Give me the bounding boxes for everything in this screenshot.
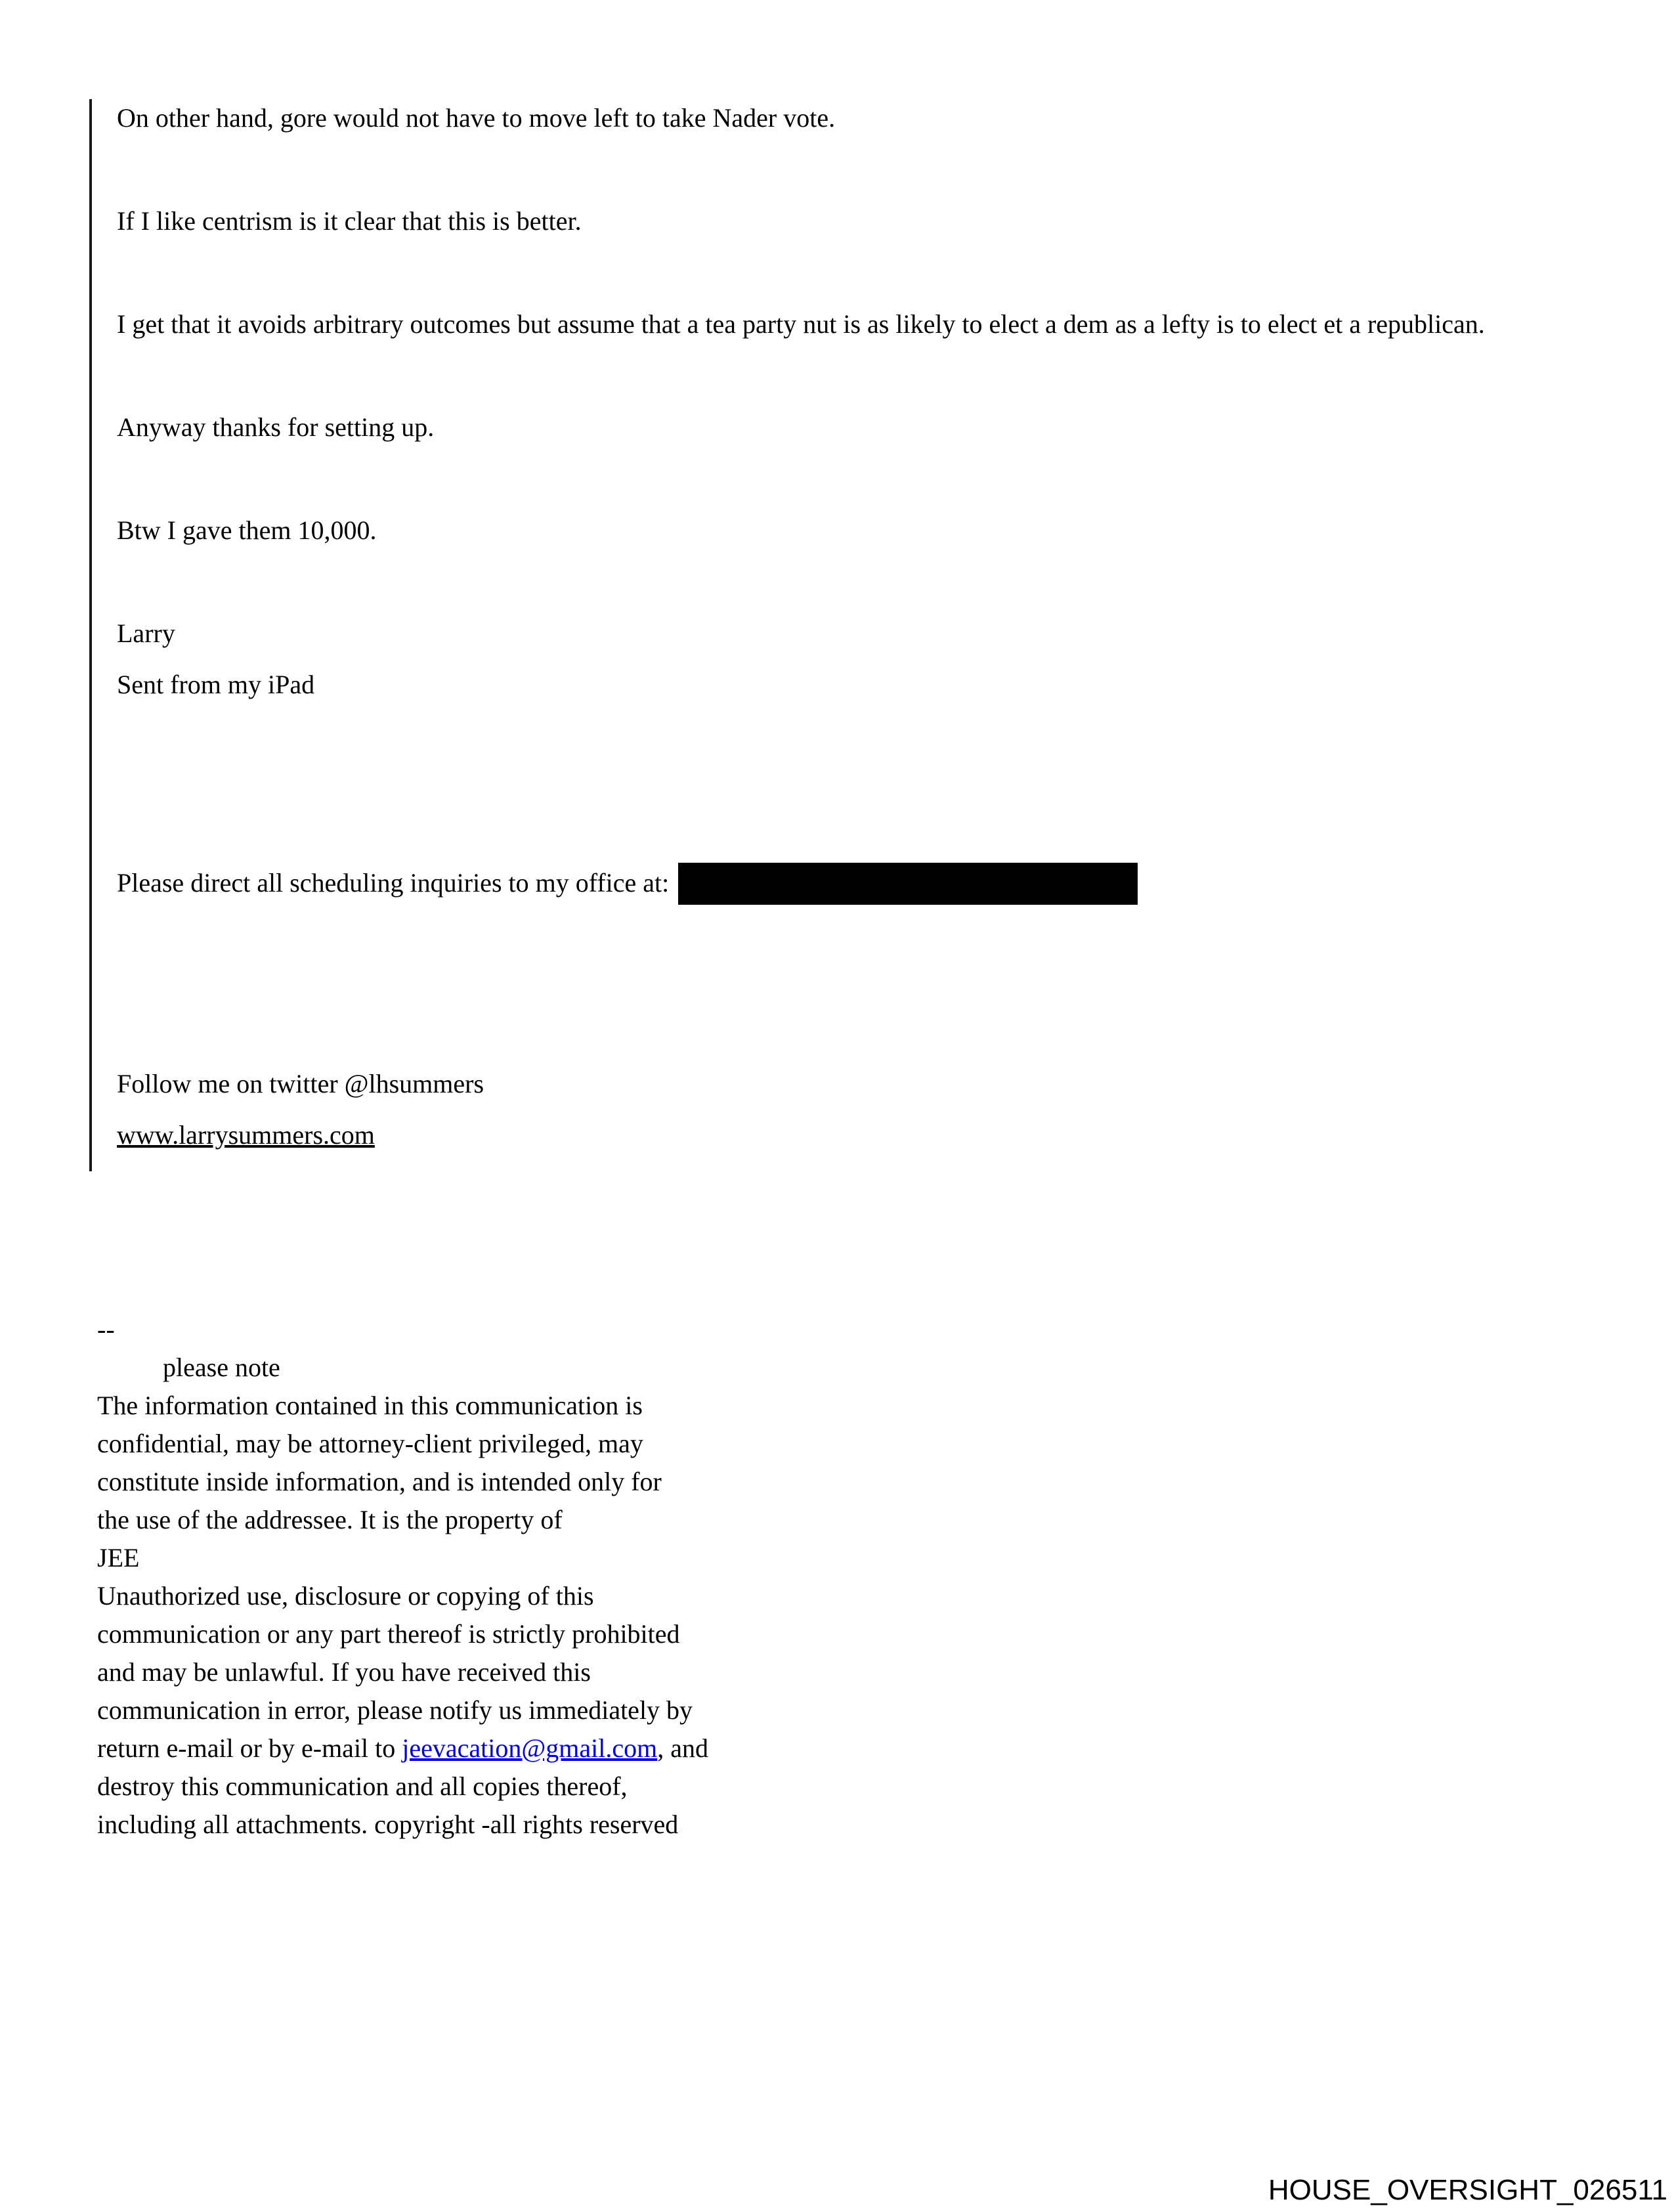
- email-paragraph: I get that it avoids arbitrary outcomes but assume that a tea party nut is as likely to elect a dem as a lefty is to elect et a republican.: [117, 309, 1485, 339]
- signature-separator: --: [97, 1314, 115, 1344]
- disclaimer-line: The information contained in this communication is: [97, 1391, 643, 1420]
- email-line-post: , and: [657, 1733, 708, 1763]
- website-link[interactable]: www.larrysummers.com: [117, 1119, 375, 1150]
- disclaimer-line: confidential, may be attorney-client privileged, may: [97, 1429, 643, 1458]
- disclaimer-email-line: [97, 1729, 1016, 1767]
- scheduling-text: Please direct all scheduling inquiries to my office at:: [117, 868, 670, 898]
- email-paragraph: If I like centrism is it clear that this is better.: [117, 206, 582, 236]
- disclaimer-line: the use of the addressee. It is the property of: [97, 1505, 563, 1534]
- email-paragraph: On other hand, gore would not have to move left to take Nader vote.: [117, 103, 836, 133]
- disclaimer-line: communication in error, please notify us immediately by: [97, 1695, 693, 1725]
- email-line-pre: return e-mail or by e-mail to: [97, 1733, 402, 1763]
- disclaimer-line: communication or any part thereof is strictly prohibited: [97, 1619, 680, 1649]
- signature-name: Larry: [117, 618, 175, 648]
- disclaimer-line: JEE: [97, 1543, 140, 1572]
- legal-disclaimer: [97, 1311, 1016, 1844]
- redaction-bar: [678, 863, 1138, 905]
- disclaimer-line: and may be unlawful. If you have received this: [97, 1657, 591, 1687]
- email-paragraph: Anyway thanks for setting up.: [117, 412, 435, 442]
- scheduling-line: [117, 864, 1574, 905]
- disclaimer-heading: please note: [163, 1353, 280, 1382]
- twitter-line: Follow me on twitter @lhsummers: [117, 1068, 484, 1098]
- disclaimer-line: constitute inside information, and is intended only for: [97, 1467, 662, 1496]
- sent-from-line: Sent from my iPad: [117, 670, 315, 699]
- document-id-stamp: HOUSE_OVERSIGHT_026511: [1268, 2174, 1667, 2206]
- disclaimer-line: including all attachments. copyright -all rights reserved: [97, 1810, 679, 1839]
- quoted-email-body: [89, 99, 1574, 1171]
- website-line: [117, 1116, 1574, 1154]
- disclaimer-email-link[interactable]: jeevacation@gmail.com: [402, 1733, 658, 1763]
- disclaimer-line: destroy this communication and all copies thereof,: [97, 1771, 628, 1801]
- email-paragraph: Btw I gave them 10,000.: [117, 515, 377, 545]
- disclaimer-line: Unauthorized use, disclosure or copying of this: [97, 1581, 594, 1611]
